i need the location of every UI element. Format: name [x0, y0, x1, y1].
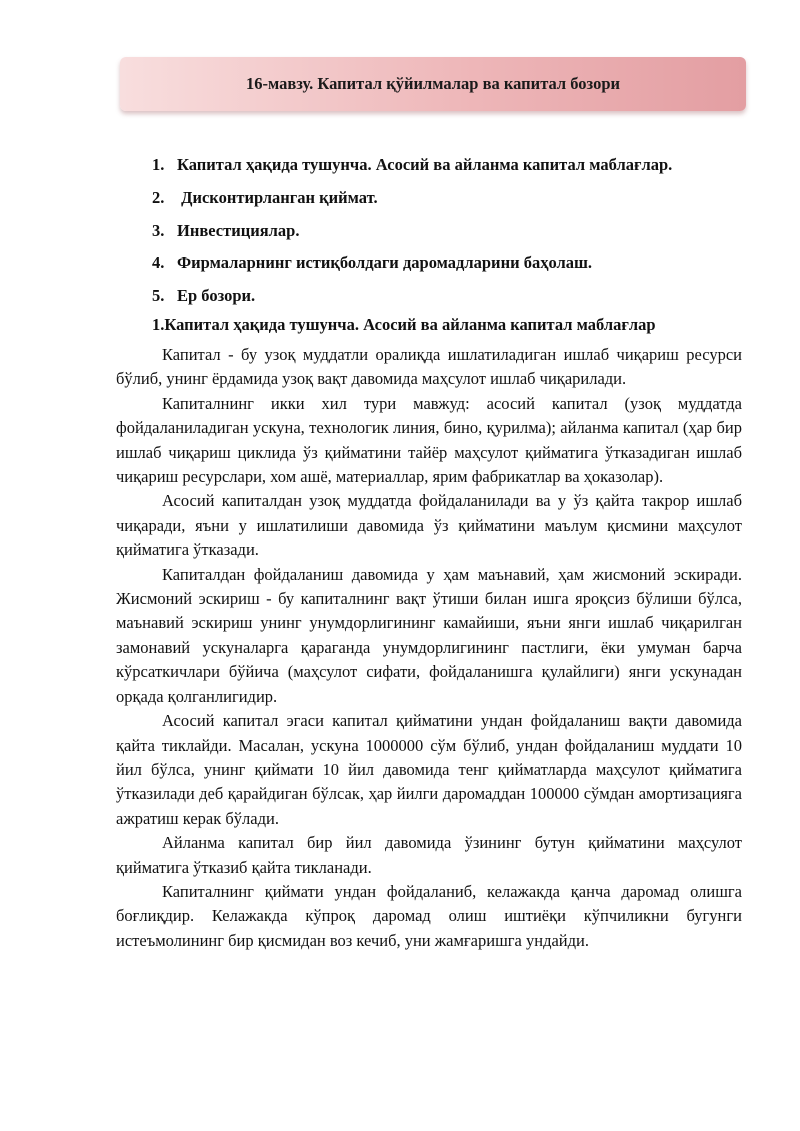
outline-number: 5. [152, 286, 165, 306]
outline-number: 1. [152, 155, 165, 174]
outline-item [152, 280, 672, 313]
outline-number: 2. [152, 187, 165, 207]
paragraph: Капиталнинг қиймати ундан фойдаланиб, келажакда қанча даромад олишга боғлиқдир. Келажакда кўпроқ даромад олиш иштиёқи кўпчиликни бугунги истеъмолининг бир қисмидан воз кечиб, уни жамғаришга ундайди. [116, 881, 742, 950]
outline-number: 4. [152, 253, 165, 273]
section-heading: 1.Капитал ҳақида тушунча. Асосий ва айланма капитал маблағлар [152, 315, 656, 334]
topic-title-banner [120, 57, 746, 111]
outline-text: Дисконтирланган қиймат. [177, 187, 378, 207]
outline-item [152, 215, 672, 248]
outline-text: Инвестициялар. [177, 220, 300, 240]
outline-text: Ер бозори. [177, 286, 256, 306]
paragraph: Капиталдан фойдаланиш давомида у ҳам маънавий, ҳам жисмоний эскиради. Жисмоний эскириш - бу капиталнинг вақт ўтиши билан ишга яроқсиз бўлиши бўлса, маънавий эскириш унинг унумдорлигининг камайиши, яъни янги ишлаб чиқарилган замонавий ускуналарга қараганда унумдорлигининг пастлиги, ёки умуман барча кўрсаткичлари бўйича (маҳсулот сифати, фойдаланишга қулайлиги) янги ускунадан орқада қолганлигидир. [116, 564, 742, 706]
outline-item [152, 247, 672, 280]
paragraph: Капиталнинг икки хил тури мавжуд: асосий капитал (узоқ муддатда фойдаланиладиган ускуна, технологик линия, бино, қурилма); айланма капитал (ҳар бир ишлаб чиқариш циклида ўз қийматини тайёр маҳсулот қийматига ўтказадиган ишлаб чиқариш ресурслари, хом ашё, материаллар, ярим фабрикатлар ва ҳоказолар). [116, 393, 742, 487]
body-text [116, 343, 742, 953]
outline-text: Фирмаларнинг истиқболдаги даромадларини баҳолаш. [177, 253, 593, 273]
paragraph: Айланма капитал бир йил давомида ўзининг бутун қийматини маҳсулот қийматига ўтказиб қайта тикланади. [116, 833, 742, 877]
paragraph: Капитал - бу узоқ муддатли оралиқда ишлатиладиган ишлаб чиқариш ресурси бўлиб, унинг ёрдамида узоқ вақт давомида маҳсулот ишлаб чиқарилади. [116, 345, 742, 389]
topic-title: 16-мавзу. Капитал қўйилмалар ва капитал бозори [245, 74, 621, 93]
outline-item [152, 182, 672, 215]
outline-text: Капитал ҳақида тушунча. Асосий ва айланма капитал маблағлар. [177, 155, 673, 174]
paragraph: Асосий капитал эгаси капитал қийматини ундан фойдаланиш вақти давомида қайта тиклайди. Масалан, ускуна 1000000 сўм бўлиб, ундан фойдаланиш муддати 10 йил бўлса, унинг қиймати 10 йил давомида тенг қийматларда маҳсулот қийматига ўтказилади деб қарайдиган бўлсак, ҳар йилги даромаддан 100000 сўмдан амортизацияга ажратиш керак бўлади. [116, 711, 742, 828]
outline-number: 3. [152, 220, 165, 240]
outline-item [152, 149, 672, 182]
topic-outline [152, 149, 672, 313]
paragraph: Асосий капиталдан узоқ муддатда фойдаланилади ва у ўз қайта такрор ишлаб чиқаради, яъни у ишлатилиши давомида ўз қийматини маълум қисмини маҳсулот қийматига ўтказади. [116, 491, 742, 560]
